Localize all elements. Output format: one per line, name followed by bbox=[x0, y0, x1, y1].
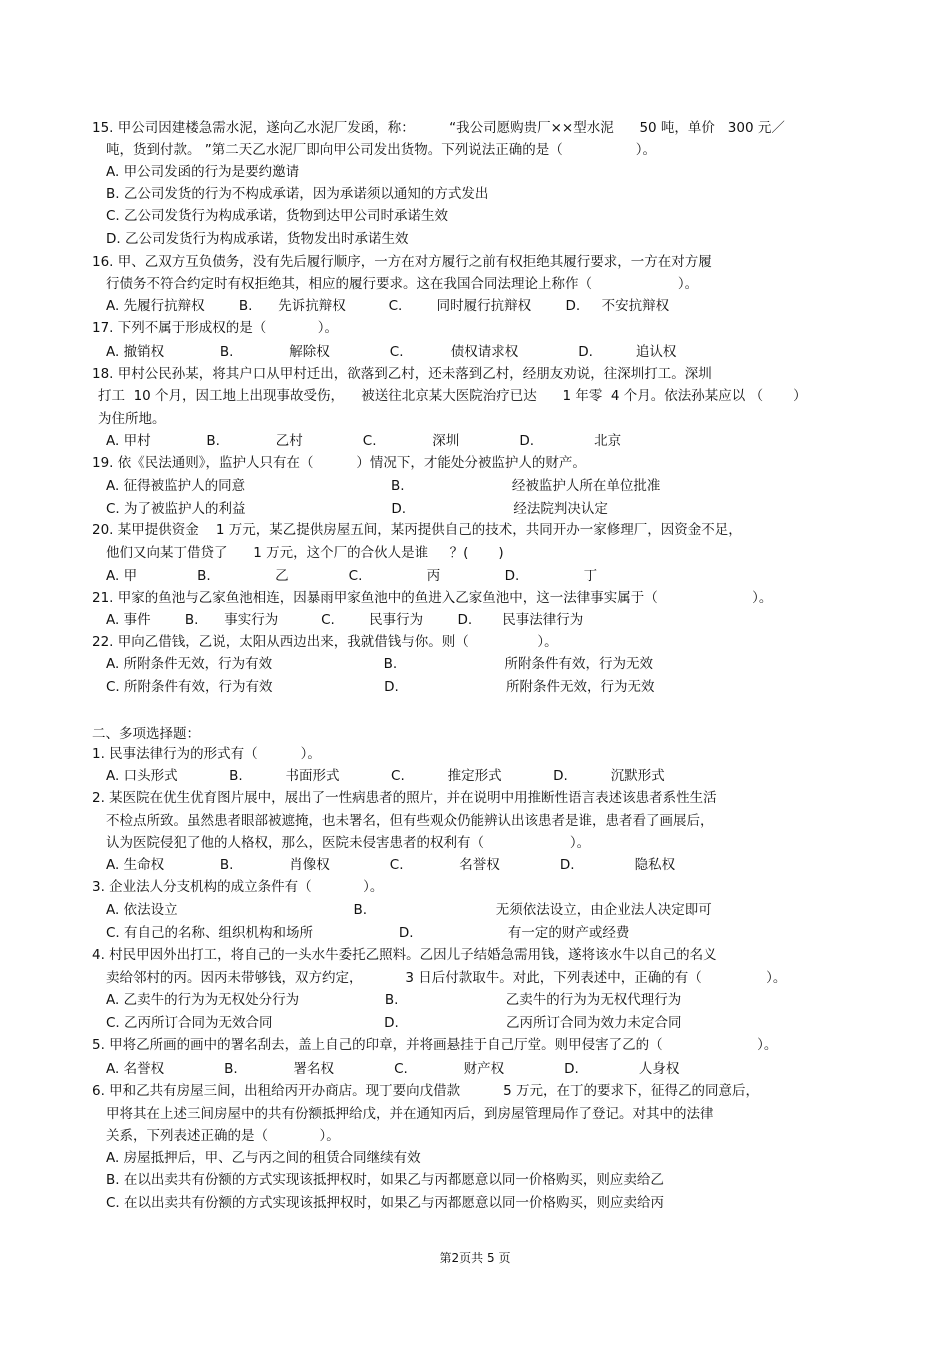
text-line: A. 名誉权 B. 署名权 C. 财产权 D. 人身权 bbox=[106, 1061, 680, 1077]
text-line: A. 乙卖牛的行为为无权处分行为 B. 乙卖牛的行为为无权代理行为 bbox=[106, 992, 682, 1008]
text-line: 打工 10 个月，因工地上出现事故受伤， 被送往北京某大医院治疗已达 1 年零 4 个月。依法孙某应以 （ ） bbox=[98, 388, 807, 404]
text-line: 18. 甲村公民孙某，将其户口从甲村迁出，欲落到乙村，还未落到乙村，经朋友劝说，往深圳打工。深圳 bbox=[92, 366, 712, 382]
text-line: 关系，下列表述正确的是（ ）。 bbox=[106, 1128, 340, 1144]
text-line: 16. 甲、乙双方互负债务，没有先后履行顺序，一方在对方履行之前有权拒绝其履行要求，一方在对方履 bbox=[92, 254, 712, 270]
text-line: C. 所附条件有效，行为有效 D. 所附条件无效，行为无效 bbox=[106, 679, 655, 695]
text-line: 3. 企业法人分支机构的成立条件有（ ）。 bbox=[92, 879, 384, 895]
text-line: C. 为了被监护人的利益 D. 经法院判决认定 bbox=[106, 501, 608, 517]
text-line: 吨，货到付款。 ”第二天乙水泥厂即向甲公司发出货物。下列说法正确的是（ ）。 bbox=[106, 142, 656, 158]
text-line: C. 乙丙所订合同为无效合同 D. 乙丙所订合同为效力未定合同 bbox=[106, 1015, 682, 1031]
text-line: C. 在以出卖共有份额的方式实现该抵押权时，如果乙与丙都愿意以同一价格购买，则应卖给丙 bbox=[106, 1195, 665, 1211]
text-line: 甲将其在上述三间房屋中的共有份额抵押给戊，并在通知丙后，到房屋管理局作了登记。对其中的法律 bbox=[106, 1106, 714, 1122]
text-line: 为住所地。 bbox=[98, 411, 166, 427]
text-line: B. 在以出卖共有份额的方式实现该抵押权时，如果乙与丙都愿意以同一价格购买，则应卖给乙 bbox=[106, 1172, 664, 1188]
text-line: A. 事件 B. 事实行为 C. 民事行为 D. 民事法律行为 bbox=[106, 612, 584, 628]
text-line: A. 甲公司发函的行为是要约邀请 bbox=[106, 164, 300, 180]
text-line: 认为医院侵犯了他的人格权，那么，医院未侵害患者的权利有（ ）。 bbox=[106, 835, 591, 851]
text-line: C. 乙公司发货行为构成承诺，货物到达甲公司时承诺生效 bbox=[106, 208, 449, 224]
page-footer: 第2页共 5 页 bbox=[439, 1251, 511, 1265]
text-line: A. 甲 B. 乙 C. 丙 D. 丁 bbox=[106, 568, 598, 584]
text-line: 行债务不符合约定时有权拒绝其，相应的履行要求。这在我国合同法理论上称作（ ）。 bbox=[106, 276, 699, 292]
text-line: B. 乙公司发货的行为不构成承诺，因为承诺须以通知的方式发出 bbox=[106, 186, 489, 202]
text-line: 二、多项选择题： bbox=[92, 726, 200, 742]
text-line: A. 房屋抵押后，甲、乙与丙之间的租赁合同继续有效 bbox=[106, 1150, 421, 1166]
text-line: 卖给邻村的丙。因丙未带够钱，双方约定， 3 日后付款取牛。对此，下列表述中，正确的有（ ）。 bbox=[106, 970, 787, 986]
text-line: C. 有自己的名称、组织机构和场所 D. 有一定的财产或经费 bbox=[106, 925, 630, 941]
text-line: A. 口头形式 B. 书面形式 C. 推定形式 D. 沉默形式 bbox=[106, 768, 665, 784]
text-line: 1. 民事法律行为的形式有（ ）。 bbox=[92, 746, 321, 762]
text-line: 17. 下列不属于形成权的是（ ）。 bbox=[92, 320, 339, 336]
text-line: A. 生命权 B. 肖像权 C. 名誉权 D. 隐私权 bbox=[106, 857, 676, 873]
text-line: 6. 甲和乙共有房屋三间，出租给丙开办商店。现丁要向戊借款 5 万元，在丁的要求下，征得乙的同意后， bbox=[92, 1083, 759, 1099]
text-line: A. 依法设立 B. 无须依法设立，由企业法人决定即可 bbox=[106, 902, 712, 918]
text-line: 15. 甲公司因建楼急需水泥，遂向乙水泥厂发函，称： “我公司愿购贵厂××型水泥 50 吨，单价 300 元／ bbox=[92, 120, 785, 136]
text-line: 21. 甲家的鱼池与乙家鱼池相连，因暴雨甲家鱼池中的鱼进入乙家鱼池中，这一法律事实属于（ ）。 bbox=[92, 590, 773, 606]
text-line: 5. 甲将乙所画的画中的署名刮去，盖上自己的印章，并将画悬挂于自己厅堂。则甲侵害了乙的（ ）。 bbox=[92, 1037, 778, 1053]
text-line: 4. 村民甲因外出打工，将自己的一头水牛委托乙照料。乙因儿子结婚急需用钱，遂将该水牛以自己的名义 bbox=[92, 947, 717, 963]
text-line: 不检点所致。虽然患者眼部被遮掩，也未署名，但有些观众仍能辨认出该患者是谁，患者看了画展后， bbox=[106, 813, 714, 829]
text-line: 20. 某甲提供资金 1 万元，某乙提供房屋五间，某丙提供自己的技术，共同开办一家修理厂，因资金不足， bbox=[92, 522, 742, 538]
text-line: A. 征得被监护人的同意 B. 经被监护人所在单位批准 bbox=[106, 478, 661, 494]
text-line: A. 甲村 B. 乙村 C. 深圳 D. 北京 bbox=[106, 433, 622, 449]
text-line: 22. 甲向乙借钱，乙说，太阳从西边出来，我就借钱与你。则（ ）。 bbox=[92, 634, 558, 650]
text-line: D. 乙公司发货行为构成承诺，货物发出时承诺生效 bbox=[106, 231, 409, 247]
text-line: 19. 依《民法通则》，监护人只有在（ ）情况下，才能处分被监护人的财产。 bbox=[92, 455, 586, 471]
text-line: A. 撤销权 B. 解除权 C. 债权请求权 D. 追认权 bbox=[106, 344, 677, 360]
text-line: A. 所附条件无效，行为有效 B. 所附条件有效，行为无效 bbox=[106, 656, 653, 672]
text-line: A. 先履行抗辩权 B. 先诉抗辩权 C. 同时履行抗辩权 D. 不安抗辩权 bbox=[106, 298, 670, 314]
text-line: 他们又向某丁借贷了 1 万元，这个厂的合伙人是谁 ？( ) bbox=[106, 545, 504, 561]
text-line: 2. 某医院在优生优育图片展中，展出了一性病患者的照片，并在说明中用推断性语言表述该患者系性生活 bbox=[92, 790, 717, 806]
